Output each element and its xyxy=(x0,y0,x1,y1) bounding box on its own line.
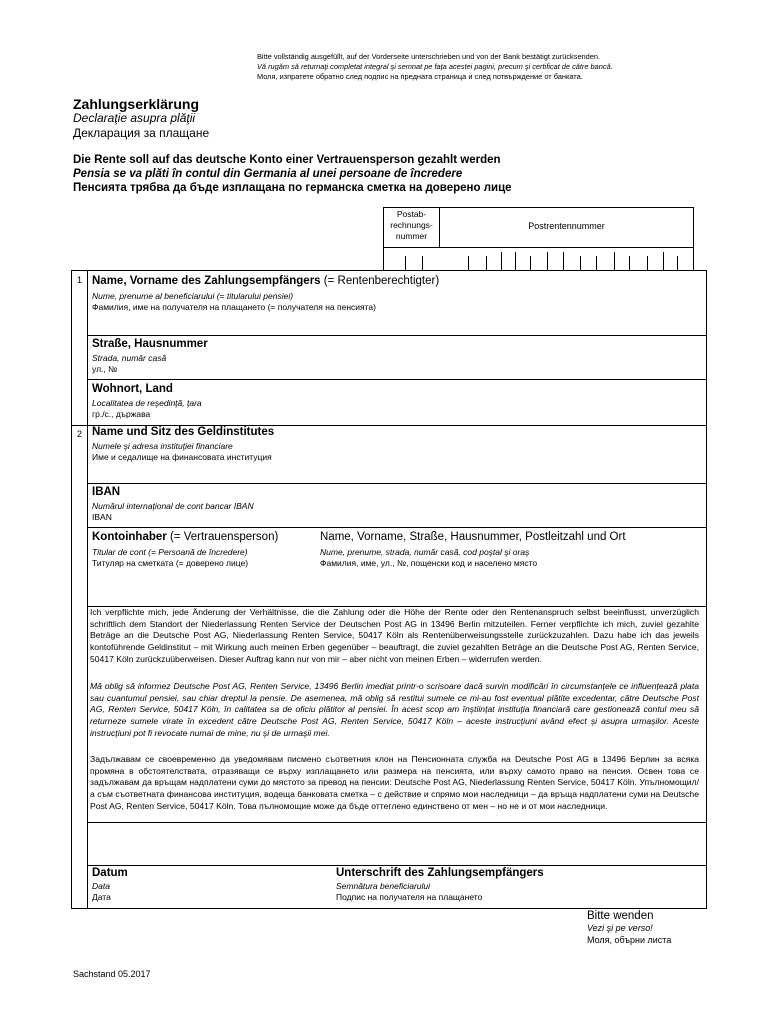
account-holder-text: Kontoinhaber xyxy=(92,531,167,543)
page-title-bg: Декларация за плащане xyxy=(73,126,210,140)
version-note: Sachstand 05.2017 xyxy=(73,969,151,979)
turn-page-ro: Vezi şi pe verso! xyxy=(587,923,653,933)
divider xyxy=(88,483,706,484)
bank-label-bg: Име и седалище на финансовата институция xyxy=(92,452,272,462)
account-holder-label[interactable] xyxy=(92,531,278,543)
form-subtitle xyxy=(73,153,512,195)
bank-label-ro: Numele şi adresa instituţiei financiare xyxy=(92,441,233,451)
notice-ro: Vă rugăm să returnaţi completat integral şi semnat pe faţa acestei pagini, precum şi certificat de către bancă. xyxy=(257,62,613,71)
name-label-bg: Фамилия, име на получателя на плащането (= получателя на пенсията) xyxy=(92,302,376,312)
name-label[interactable] xyxy=(92,275,439,287)
city-label-bg: гр./с., държава xyxy=(92,409,151,419)
signature-label-ro: Semnătura beneficiarului xyxy=(336,881,431,891)
divider xyxy=(88,865,706,866)
divider xyxy=(88,527,706,528)
street-label[interactable]: Straße, Hausnummer xyxy=(92,338,208,350)
date-label[interactable]: Datum xyxy=(92,867,128,879)
city-label-ro: Localitatea de reşedinţă, ţara xyxy=(92,398,202,408)
signature-label[interactable]: Unterschrift des Zahlungsempfängers xyxy=(336,867,544,879)
subtitle-de: Die Rente soll auf das deutsche Konto einer Vertrauensperson gezahlt werden xyxy=(73,154,501,166)
bank-label[interactable]: Name und Sitz des Geldinstitutes xyxy=(92,426,275,438)
notice-bg: Моля, изпратете обратно след подпис на предната страница и след потвърждение от банката. xyxy=(257,72,583,81)
payment-form xyxy=(71,270,707,909)
iban-label-ro: Numărul internaţional de cont bancar IBAN xyxy=(92,501,254,511)
street-label-ro: Strada, număr casă xyxy=(92,353,167,363)
divider xyxy=(88,335,706,336)
account-holder-details-ro: Nume, prenume, strada, număr casă, cod poştal şi oraş xyxy=(320,547,530,557)
account-holder-details-bg: Фамилия, име, ул., №, пощенски код и населено място xyxy=(320,558,538,568)
subtitle-bg: Пенсията трябва да бъде изплащана по германска сметка на доверено лице xyxy=(73,182,512,194)
street-label-bg: ул., № xyxy=(92,364,118,374)
divider xyxy=(88,822,706,823)
city-label[interactable]: Wohnort, Land xyxy=(92,383,173,395)
date-label-bg: Дата xyxy=(92,892,111,902)
page-title-ro: Declaraţie asupra plăţii xyxy=(73,111,196,125)
postal-account-number-label: Postab- rechnungs- nummer xyxy=(384,208,440,247)
declaration-de: Ich verpflichte mich, jede Änderung der Verhältnisse, die die Zahlung oder die Höhe der Rente oder den Rentenanspruch selbst beeinflusst, unverzüglich schriftlich dem Standort der Niederlassung Renten Service der Deutschen Post AG in 13496 Berlin mitzuteilen. Ferner verpflichte ich mich, zuviel gezahlte Beträge an die Deutsche Post AG, Niederlassung Renten Service, 50417 Köln als Rentenüberweisungsstelle zurückzuzahlen. Dazu habe ich das jeweils kontoführende Geldinstitut – mit Wirkung auch meinen Erben gegenüber – beauftragt, die zuviel gezahlten Beträge an die Deutsche Post AG, Renten Service, 50417 Köln zurückzuüberweisen. Dieser Auftrag kann nur von mir – aber nicht von meinen Erben – widerrufen werden. xyxy=(90,607,699,664)
date-label-ro: Data xyxy=(92,881,110,891)
account-holder-details-label: Name, Vorname, Straße, Hausnummer, Postleitzahl und Ort xyxy=(320,531,626,543)
section-number-2: 2 xyxy=(72,425,88,909)
account-holder-suffix: (= Vertrauensperson) xyxy=(169,531,279,543)
name-label-suffix: (= Rentenberechtigter) xyxy=(323,275,440,287)
signature-label-bg: Подпис на получателя на плащането xyxy=(336,892,483,902)
account-holder-ro: Titular de cont (= Persoană de încredere) xyxy=(92,547,248,557)
section-number-1: 1 xyxy=(72,271,88,425)
post-pension-number-label: Postrentennummer xyxy=(528,221,605,231)
name-label-ro: Nume, prenume al beneficiarului (= titularului pensiei) xyxy=(92,291,294,301)
page-title: Zahlungserklärung xyxy=(73,96,200,112)
name-label-text: Name, Vorname des Zahlungsempfängers xyxy=(92,275,321,287)
instructions-notice xyxy=(257,52,613,82)
account-holder-bg: Титуляр на сметката (= доверено лице) xyxy=(92,558,249,568)
divider xyxy=(88,379,706,380)
declaration-bg: Задължавам се своевременно да уведомявам писмено съответния клон на Пенсионната служба на Deutsche Post AG в 13496 Берлин за всяка промяна в обстоятелствата, отразяващи се върху изплащането или размера на пенсията, или върху самото право на пенсия. Освен това се задължавам да връщам надплатени суми до мястото за превод на пенсии: Deutsche Post AG, Niederlassung Renten Service, 50417 Köln. Упълномощил/а съм съответната финансова институция, водеща банковата сметка – с действие и спрямо мои наследници – да връща надплатени суми на Deutsche Post AG, Renten Service, 50417 Köln. Това пълномощие може да бъде оттеглено единствено от мен – но не и от мои наследници. xyxy=(90,754,699,811)
turn-page-de: Bitte wenden xyxy=(587,910,654,922)
declaration-ro: Mă oblig să informez Deutsche Post AG, Renten Service, 13496 Berlin imediat printr-o scrisoare dacă survin modificări în circumstanţele ce influenţează plata sau cuantumul pensiei, sau chiar dreptul la pensie. De asemenea, mă oblig să restitui sumele ce mi-au fost eventual plătite excedentar, către Deutsche Post AG, Renten Service, 50417 Köln, în calitatea sa de oficiu plătitor al pensiei. În acest scop am înştiinţat instituţia financiară care gestionează contul meu să returneze sumele virate în excedent către Deutsche Post AG, Renten Service, 50417 Köln – aceste instrucţiuni având efect şi asupra urmaşilor. Aceste instrucţiuni pot fi revocate numai de mine, nu şi de urmaşii mei. xyxy=(90,681,699,738)
turn-page-bg: Моля, обърни листа xyxy=(587,935,672,945)
post-number-box xyxy=(383,207,694,270)
subtitle-ro: Pensia se va plăti în contul din Germania al unei persoane de încredere xyxy=(73,168,463,180)
notice-de: Bitte vollständig ausgefüllt, auf der Vorderseite unterschrieben und von der Bank bestätigt zurücksenden. xyxy=(257,52,601,61)
iban-label-bg: IBAN xyxy=(92,512,112,522)
iban-label[interactable]: IBAN xyxy=(92,486,121,498)
